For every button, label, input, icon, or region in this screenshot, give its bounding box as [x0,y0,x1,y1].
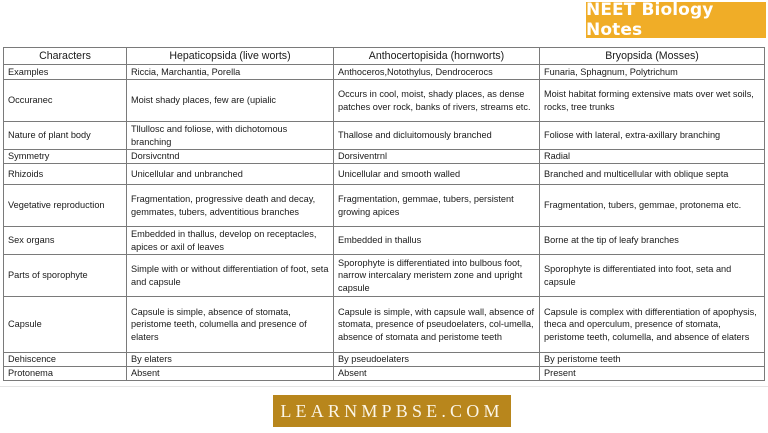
cell-hepaticopsida: Absent [127,367,334,381]
cell-bryopsida: Present [540,367,765,381]
cell-hepaticopsida: Simple with or without differentiation of foot, seta and capsule [127,255,334,297]
cell-anthocerotopsida: Anthoceros,Notothylus, Dendrocerocs [334,65,540,80]
cell-anthocerotopsida: Occurs in cool, moist, shady places, as dense patches over rock, banks of rivers, streams etc. [334,80,540,122]
column-header-anthocerotopsida: Anthocertopisida (hornworts) [334,48,540,65]
row-label: Nature of plant body [4,122,127,150]
row-label: Protonema [4,367,127,381]
table-row [4,80,765,122]
comparison-table [3,47,765,381]
cell-anthocerotopsida: Thallose and dicluitomously branched [334,122,540,150]
cell-anthocerotopsida: Embedded in thallus [334,227,540,255]
row-label: Rhizoids [4,164,127,185]
cell-bryopsida: Fragmentation, tubers, gemmae, protonema etc. [540,185,765,227]
table-row [4,297,765,353]
cell-hepaticopsida: Unicellular and unbranched [127,164,334,185]
cell-bryopsida: Foliose with lateral, extra-axillary branching [540,122,765,150]
table-row [4,255,765,297]
cell-anthocerotopsida: Unicellular and smooth walled [334,164,540,185]
cell-bryopsida: By peristome teeth [540,353,765,367]
cell-hepaticopsida: Capsule is simple, absence of stomata, peristome teeth, columella and presence of elaters [127,297,334,353]
cell-bryopsida: Branched and multicellular with oblique septa [540,164,765,185]
row-label: Occuranec [4,80,127,122]
row-label: Sex organs [4,227,127,255]
table-row [4,227,765,255]
table-row [4,150,765,164]
site-logo-text: LEARNMPBSE.COM [280,400,504,421]
cell-hepaticopsida: Dorsivcntnd [127,150,334,164]
table-row [4,164,765,185]
row-label: Capsule [4,297,127,353]
row-label: Examples [4,65,127,80]
title-badge [586,2,766,38]
row-label: Parts of sporophyte [4,255,127,297]
column-header-characters: Characters [4,48,127,65]
title-badge-label: NEET Biology Notes [586,0,714,40]
cell-anthocerotopsida: Sporophyte is differentiated into bulbous foot, narrow intercalary meristem zone and upright capsule [334,255,540,297]
row-label: Vegetative reproduction [4,185,127,227]
cell-bryopsida: Funaria, Sphagnum, Polytrichum [540,65,765,80]
cell-anthocerotopsida: By pseudoelaters [334,353,540,367]
cell-hepaticopsida: Fragmentation, progressive death and decay, gemmates, tubers, adventitious branches [127,185,334,227]
site-logo[interactable] [273,395,511,427]
cell-anthocerotopsida: Capsule is simple, with capsule wall, absence of stomata, presence of pseudoelaters, col-umella, absence of stomata and peristome teeth [334,297,540,353]
row-label: Symmetry [4,150,127,164]
cell-bryopsida: Capsule is complex with differentiation of apophysis, theca and operculum, presence of stomata, peristome teeth, columella, and absence of elaters [540,297,765,353]
column-header-hepaticopsida: Hepaticopsida (live worts) [127,48,334,65]
column-header-bryopsida: Bryopsida (Mosses) [540,48,765,65]
cell-hepaticopsida: By elaters [127,353,334,367]
table-row [4,122,765,150]
cell-hepaticopsida: Moist shady places, few are (upialic [127,80,334,122]
row-label: Dehiscence [4,353,127,367]
cell-hepaticopsida: Embedded in thallus, develop on receptacles, apices or axil of leaves [127,227,334,255]
table-row [4,353,765,367]
cell-anthocerotopsida: Fragmentation, gemmae, tubers, persistent growing apices [334,185,540,227]
cell-bryopsida: Moist habitat forming extensive mats over wet soils, rocks, tree trunks [540,80,765,122]
cell-hepaticopsida: Riccia, Marchantia, Porella [127,65,334,80]
cell-anthocerotopsida: Dorsiventrnl [334,150,540,164]
cell-bryopsida: Borne at the tip of leafy branches [540,227,765,255]
cell-bryopsida: Sporophyte is differentiated into foot, seta and capsule [540,255,765,297]
table-header-row [4,48,765,65]
cell-hepaticopsida: Tllullosc and foliose, with dichotomous branching [127,122,334,150]
table-row [4,185,765,227]
cell-anthocerotopsida: Absent [334,367,540,381]
table-row [4,367,765,381]
cell-bryopsida: Radial [540,150,765,164]
table-row [4,65,765,80]
